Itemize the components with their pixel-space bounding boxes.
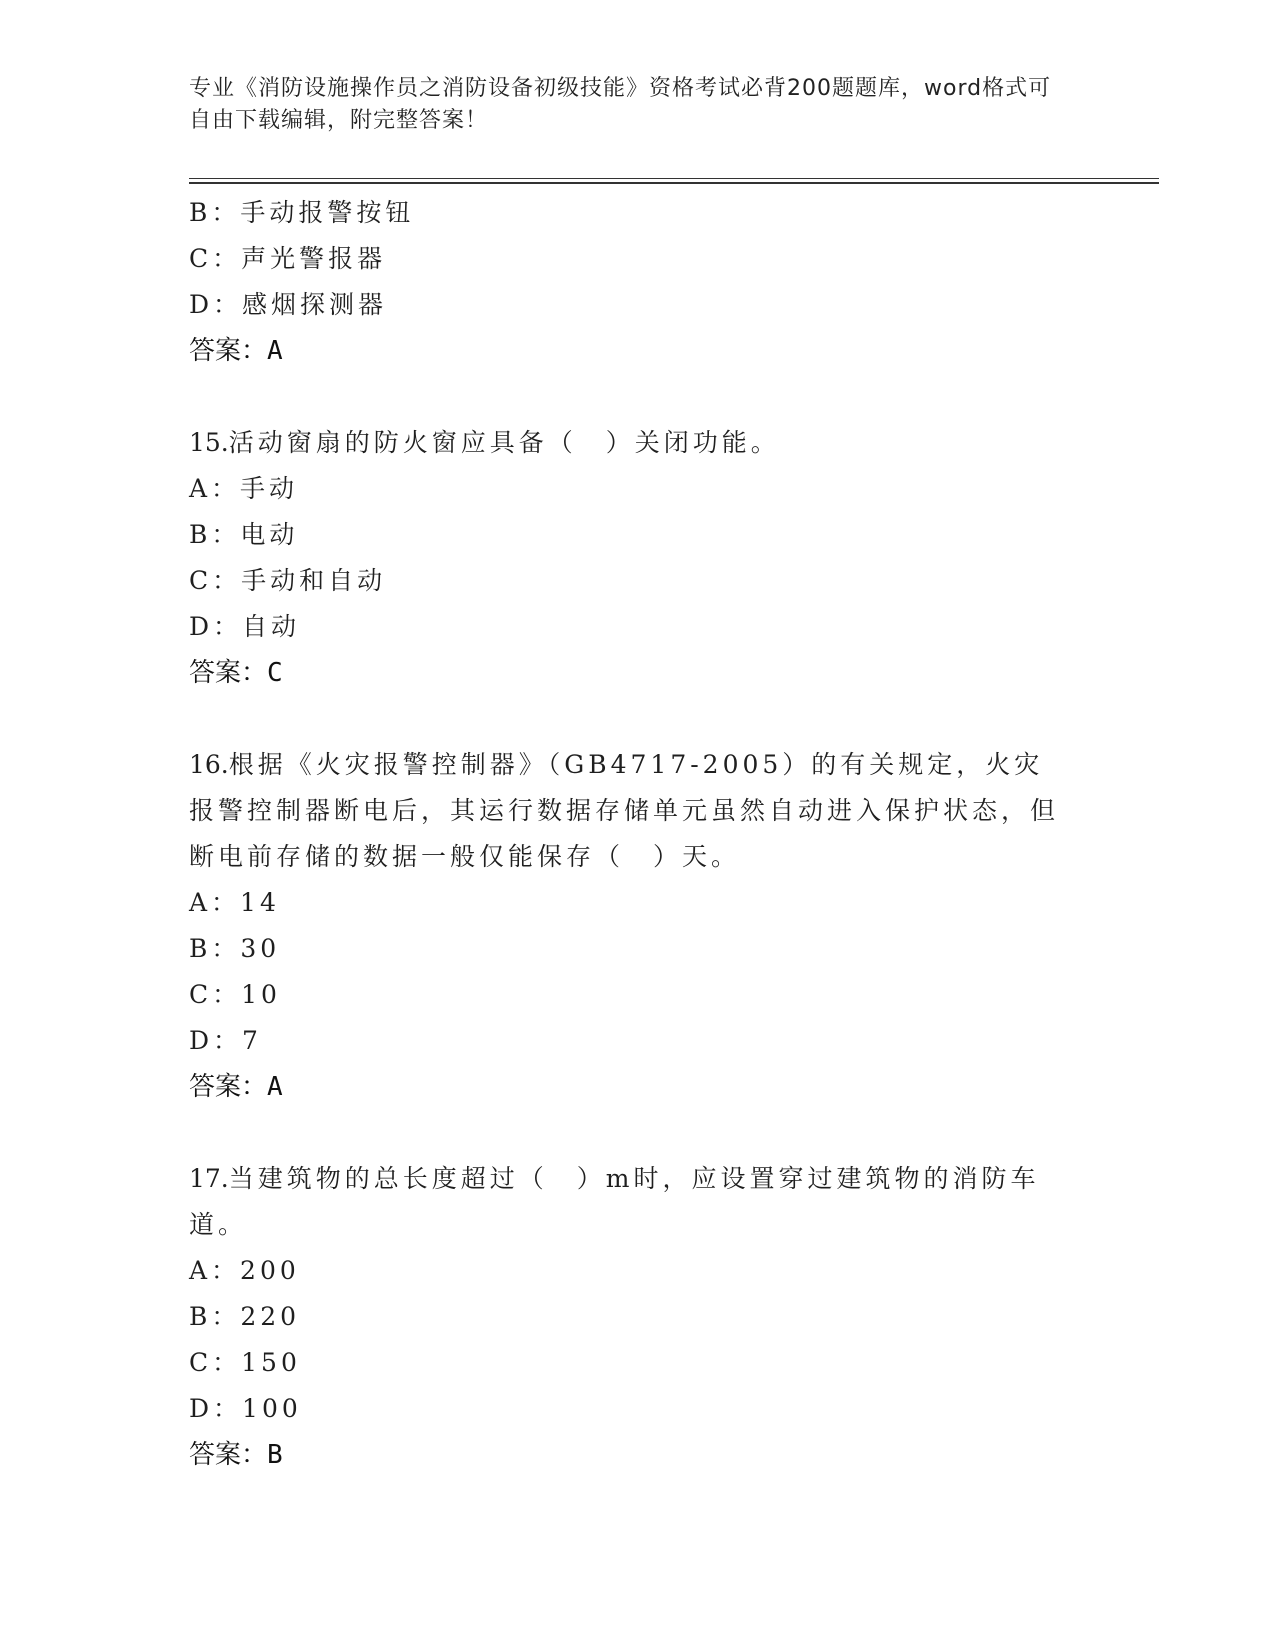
answer-label: 答案： — [189, 336, 268, 366]
question-text — [189, 1156, 1069, 1248]
spacer — [189, 1110, 1069, 1156]
option-c: C：150 — [189, 1348, 301, 1377]
option-a: A：200 — [189, 1256, 300, 1285]
question-17 — [189, 1156, 1069, 1478]
document-header: 专业《消防设施操作员之消防设备初级技能》资格考试必背200题题库，word格式可自由下载编辑，附完整答案！ — [189, 76, 1052, 133]
answer-label: 答案： — [189, 658, 268, 688]
header-divider-thick — [189, 182, 1159, 184]
option-b: B：30 — [189, 934, 281, 963]
option-c: C：声光警报器 — [189, 244, 387, 273]
answer-value: A — [267, 1072, 283, 1102]
answer-line — [189, 650, 1069, 696]
option-b: B：220 — [189, 1302, 301, 1331]
header-divider-thin — [189, 178, 1159, 179]
answer-value: B — [267, 1440, 283, 1470]
question-number: 16. — [189, 750, 229, 779]
option-a: A：手动 — [189, 474, 299, 503]
spacer — [189, 374, 1069, 420]
question-body: 根据《火灾报警控制器》（GB4717-2005）的有关规定，火灾报警控制器断电后，其运行数据存储单元虽然自动进入保护状态，但断电前存储的数据一般仅能保存（ ）天。 — [189, 750, 1060, 871]
question-15 — [189, 420, 1069, 696]
option-d: D：100 — [189, 1394, 302, 1423]
question-body: 当建筑物的总长度超过（ ）m时，应设置穿过建筑物的消防车道。 — [189, 1164, 1040, 1239]
option-a: A：14 — [189, 888, 280, 917]
option-c: C：手动和自动 — [189, 566, 387, 595]
option-d: D：自动 — [189, 612, 301, 641]
answer-line — [189, 328, 1069, 374]
answer-label: 答案： — [189, 1072, 268, 1102]
answer-label: 答案： — [189, 1440, 268, 1470]
option-b: B：电动 — [189, 520, 299, 549]
spacer — [189, 696, 1069, 742]
question-16 — [189, 742, 1069, 1110]
option-b: B：手动报警按钮 — [189, 198, 415, 227]
answer-value: C — [267, 658, 283, 688]
question-number: 17. — [189, 1164, 229, 1193]
question-text — [189, 742, 1069, 880]
question-text — [189, 420, 1069, 466]
answer-line — [189, 1432, 1069, 1478]
option-d: D：感烟探测器 — [189, 290, 388, 319]
question-list — [189, 190, 1069, 1478]
answer-line — [189, 1064, 1069, 1110]
answer-value: A — [267, 336, 283, 366]
option-c: C：10 — [189, 980, 281, 1009]
partial-question — [189, 190, 1069, 374]
option-d: D：7 — [189, 1026, 262, 1055]
question-number: 15. — [189, 428, 229, 457]
question-body: 活动窗扇的防火窗应具备（ ）关闭功能。 — [228, 428, 780, 457]
